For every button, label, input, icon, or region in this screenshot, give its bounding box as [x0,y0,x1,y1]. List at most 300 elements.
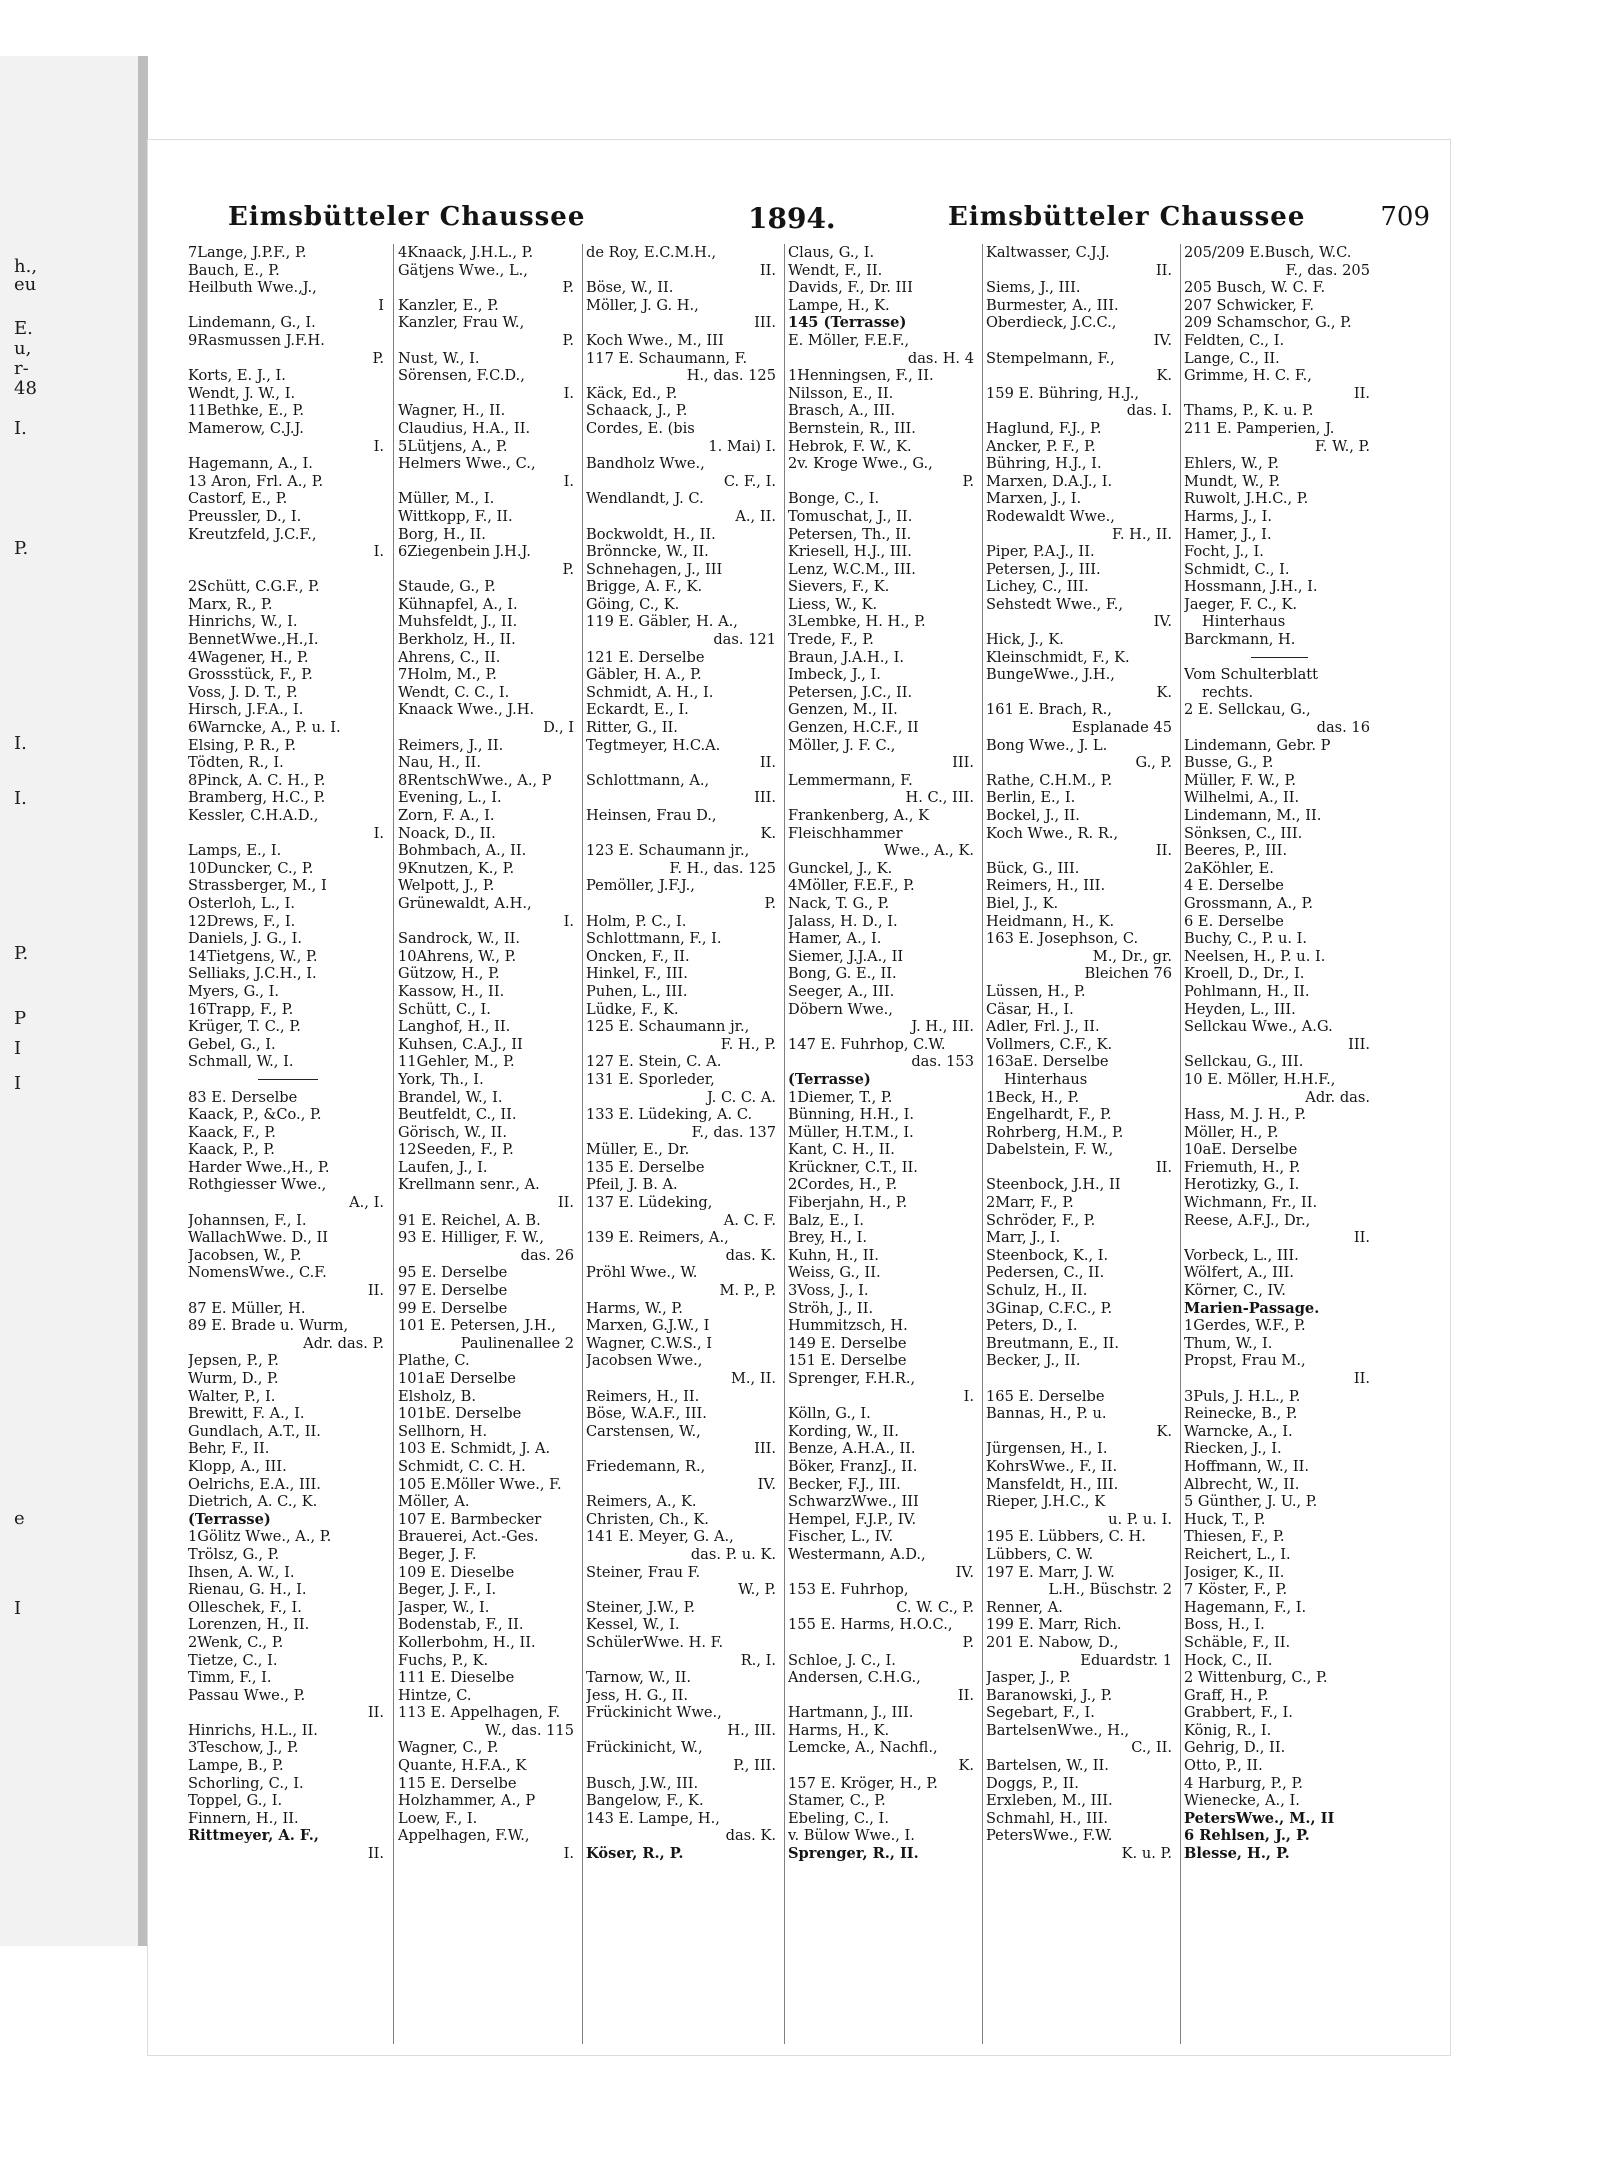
directory-entry: Schorling, C., I. [188,1774,304,1792]
directory-entry: 145 (Terrasse) [788,314,907,332]
directory-entry: Bannas, H., P. u. [986,1405,1107,1423]
directory-entry: Ritter, G., II. [586,719,678,737]
directory-entry: Hummitzsch, H. [788,1317,908,1335]
entry-continuation: H., das. 125 [686,367,776,385]
left-page-text-fragment: P. [14,943,29,964]
entry-continuation: A., II. [735,507,776,525]
directory-entry: Myers, G., I. [188,982,280,1000]
directory-entry: Jess, H. G., II. [586,1686,688,1704]
directory-entry: Tomuschat, J., II. [788,507,913,525]
directory-entry: Schmidt, C. C. H. [398,1457,526,1475]
directory-entry: Ancker, P. F., P. [986,437,1096,455]
directory-entry: 5 Günther, J. U., P. [1184,1493,1318,1511]
entry-continuation: III. [952,754,974,772]
directory-entry: Becker, F.J., III. [788,1475,901,1493]
directory-entry: Holm, P. C., I. [586,912,687,930]
entry-continuation: II. [367,1704,384,1722]
left-page-text-fragment: e [14,1508,25,1529]
directory-entry: Müller, M., I. [398,490,495,508]
directory-entry: Hamer, A., I. [788,930,882,948]
directory-entry: Renner, A. [986,1598,1063,1616]
directory-entry: 10Ahrens, W., P. [398,947,517,965]
directory-entry: (Terrasse) [188,1510,271,1528]
directory-entry: 211 E. Pamperien, J. [1184,419,1335,437]
entry-continuation: das. K. [725,1246,776,1264]
entry-continuation: I. [563,912,574,930]
entry-continuation: C., II. [1131,1739,1172,1757]
entry-continuation: das. 16 [1316,719,1370,737]
directory-entry: Klopp, A., III. [188,1457,287,1475]
directory-entry: Schmidt, A. H., I. [586,683,714,701]
directory-entry: Jacobsen, W., P. [188,1246,302,1264]
directory-entry: Kaack, P., &Co., P. [188,1106,322,1124]
directory-entry: Barckmann, H. [1184,631,1296,649]
directory-entry: PetersWwe., M., II [1184,1809,1335,1827]
directory-entry: 137 E. Lüdeking, [586,1194,713,1212]
left-page-fragment [0,56,140,1946]
directory-entry: 163aE. Derselbe [986,1053,1109,1071]
entry-continuation: das. 121 [713,631,776,649]
section-rule [1184,649,1374,667]
directory-entry: 119 E. Gäbler, H. A., [586,613,738,631]
directory-entry: Daniels, J. G., I. [188,930,302,948]
directory-entry: Elsholz, B. [398,1387,476,1405]
directory-entry: König, R., I. [1184,1721,1272,1739]
directory-entry: Ahrens, C., II. [398,648,501,666]
directory-entry: Pfeil, J. B. A. [586,1176,678,1194]
directory-entry: Gunckel, J., K. [788,859,893,877]
directory-entry: Busch, J.W., III. [586,1774,699,1792]
directory-entry: Blesse, H., P. [1184,1845,1290,1863]
entry-continuation: W., das. 115 [484,1721,574,1739]
directory-entry: Langhof, H., II. [398,1018,511,1036]
directory-entry: Lindemann, G., I. [188,314,316,332]
column-1 [188,244,388,2044]
directory-entry: Schaack, J., P. [586,402,688,420]
directory-entry: 11Bethke, E., P. [188,402,305,420]
directory-entry: Rodewaldt Wwe., [986,507,1115,525]
directory-entry: Genzen, M., II. [788,701,898,719]
directory-entry: Balz, E., I. [788,1211,865,1229]
directory-entry: Mansfeldt, H., III. [986,1475,1119,1493]
directory-entry: Engelhardt, F., P. [986,1106,1112,1124]
directory-entry: 153 E. Fuhrhop, [788,1581,909,1599]
entry-continuation: das. P. u. K. [690,1545,776,1563]
entry-continuation: F. H., P. [720,1035,776,1053]
directory-entry: Imbeck, J., I. [788,666,881,684]
directory-entry: Bonge, C., I. [788,490,880,508]
directory-entry: KohrsWwe., F., II. [986,1457,1118,1475]
directory-entry: Bauch, E., P. [188,261,280,279]
directory-entry: Nilsson, E., II. [788,384,894,402]
directory-entry: Jürgensen, H., I. [986,1440,1108,1458]
directory-entry: Koch Wwe., R. R., [986,824,1119,842]
directory-entry: Oncken, F., II. [586,947,690,965]
entry-continuation: K. [1156,683,1172,701]
entry-continuation: II. [1353,1370,1370,1387]
directory-entry: Hock, C., II. [1184,1651,1273,1669]
directory-entry: Wendt, C. C., I. [398,683,510,701]
directory-entry: Beger, J. F., I. [398,1581,497,1599]
directory-entry: Braun, J.A.H., I. [788,648,905,666]
directory-entry: Kanzler, E., P. [398,296,499,314]
directory-entry: 141 E. Meyer, G. A., [586,1528,734,1546]
entry-continuation: Adr. das. P. [303,1334,384,1352]
entry-continuation: K. [760,824,776,842]
directory-entry: Bramberg, H.C., P. [188,789,326,807]
directory-entry: Kassow, H., II. [398,982,505,1000]
directory-entry: Reimers, H., III. [986,877,1106,895]
directory-entry: Claus, G., I. [788,244,875,261]
directory-entry: Hintze, C. [398,1686,472,1704]
directory-entry: 197 E. Marr, J. W. [986,1563,1115,1581]
directory-entry: Schlottmann, F., I. [586,930,722,948]
directory-entry: 133 E. Lüdeking, A. C. [586,1106,753,1124]
column-2 [398,244,578,2044]
directory-entry: Westermann, A.D., [788,1545,926,1563]
directory-entry: Weiss, G., II. [788,1264,881,1282]
directory-entry: 113 E. Appelhagen, F. [398,1704,561,1722]
directory-entry: Berkholz, H., II. [398,631,516,649]
directory-entry: WallachWwe. D., II [188,1229,329,1247]
directory-entry: Busse, G., P. [1184,754,1274,772]
directory-entry: Marien-Passage. [1184,1299,1320,1317]
directory-entry: Kording, W., II. [788,1422,899,1440]
entry-continuation: III. [1348,1035,1370,1053]
directory-entry: Gehrig, D., II. [1184,1739,1286,1757]
directory-entry: Stempelmann, F., [986,349,1115,367]
directory-entry: 2Cordes, H., P. [788,1176,898,1194]
entry-continuation: K. u. P. [1121,1845,1172,1863]
directory-entry: Burmester, A., III. [986,296,1119,314]
entry-continuation: IV. [757,1475,776,1493]
directory-entry: Böse, W., II. [586,279,674,297]
directory-entry: Körner, C., IV. [1184,1282,1286,1300]
directory-entry: 143 E. Lampe, H., [586,1809,720,1827]
directory-entry: Kleinschmidt, F., K. [986,648,1130,666]
directory-entry: Gützow, H., P. [398,965,500,983]
directory-entry: Rittmeyer, A. F., [188,1827,319,1845]
directory-entry: Hartmann, J., III. [788,1704,914,1722]
directory-entry: Tarnow, W., II. [586,1669,692,1687]
entry-continuation: Esplanade 45 [1071,719,1172,737]
directory-entry: Friemuth, H., P. [1184,1158,1301,1176]
directory-entry: Doggs, P., II. [986,1774,1079,1792]
directory-entry: 101aE Derselbe [398,1370,516,1387]
directory-entry: Riecken, J., I. [1184,1440,1282,1458]
entry-continuation: A., I. [349,1194,384,1212]
directory-entry: Bandholz Wwe., [586,455,705,473]
entry-continuation: IV. [955,1563,974,1581]
directory-entry: Wendt, F., II. [788,261,883,279]
directory-entry: Bangelow, F., K. [586,1792,704,1810]
entry-continuation: IV. [1153,331,1172,349]
directory-entry: Finnern, H., II. [188,1809,299,1827]
directory-entry: Lampe, H., K. [788,296,890,314]
directory-entry: Nau, H., II. [398,754,481,772]
entry-continuation: I. [373,824,384,842]
directory-entry: Kreutzfeld, J.C.F., [188,525,317,543]
directory-entry: Pohlmann, H., II. [1184,982,1310,1000]
directory-entry: Sellhorn, H. [398,1422,488,1440]
directory-entry: Möller, J. G. H., [586,296,699,314]
entry-continuation: A. C. F. [723,1211,776,1229]
directory-entry: Evening, L., I. [398,789,502,807]
directory-entry: 9Knutzen, K., P. [398,859,515,877]
left-page-text-fragment: I. [14,418,27,439]
column-divider [982,244,983,2044]
directory-entry: Neelsen, H., P. u. I. [1184,947,1326,965]
directory-entry: Dabelstein, F. W., [986,1141,1114,1159]
directory-entry: Fuchs, P., K. [398,1651,489,1669]
directory-entry: Brauerei, Act.-Ges. [398,1528,539,1546]
directory-entry: 3Teschow, J., P. [188,1739,299,1757]
column-5 [986,244,1176,2044]
directory-entry: 2Wenk, C., P. [188,1633,284,1651]
directory-entry: Müller, F. W., P. [1184,771,1296,789]
directory-entry: Ströh, J., II. [788,1299,874,1317]
left-page-text-fragment: u, [14,338,32,359]
entry-continuation: Eduardstr. 1 [1080,1651,1172,1669]
directory-entry: 83 E. Derselbe [188,1088,298,1106]
directory-entry: 209 Schamschor, G., P. [1184,314,1352,332]
entry-continuation: H. C., III. [905,789,974,807]
directory-entry: Beutfeldt, C., II. [398,1106,517,1124]
left-page-text-fragment: r- [14,358,29,379]
directory-entry: Bernstein, R., III. [788,419,916,437]
directory-entry: Tödten, R., I. [188,754,284,772]
entry-continuation: II. [1155,261,1172,279]
directory-entry: 207 Schwicker, F. [1184,296,1315,314]
directory-entry: Berlin, E., I. [986,789,1076,807]
entry-continuation: J. H., III. [911,1018,974,1036]
directory-entry: Trede, F., P. [788,631,874,649]
directory-entry: Rienau, G. H., I. [188,1581,307,1599]
directory-entry: Möller, A. [398,1493,470,1511]
entry-continuation: IV. [1153,613,1172,631]
directory-entry: 1Diemer, T., P. [788,1088,893,1106]
entry-continuation: P. [562,331,574,349]
directory-entry: Hamer, J., I. [1184,525,1272,543]
directory-entry: 2aKöhler, E. [1184,859,1274,877]
directory-entry: Marxen, G.J.W., I [586,1317,710,1335]
entry-continuation: II. [759,261,776,279]
entry-continuation: F. H., das. 125 [669,859,776,877]
directory-entry: Ihsen, A. W., I. [188,1563,295,1581]
directory-entry: Vollmers, C.F., K. [986,1035,1113,1053]
entry-continuation: II. [1353,1229,1370,1247]
directory-entry: Kanzler, Frau W., [398,314,525,332]
directory-entry: Harms, W., P. [586,1299,683,1317]
directory-entry: 16Trapp, F., P. [188,1000,294,1018]
left-page-text-fragment: E. [14,318,33,339]
directory-entry: Wurm, D., P. [188,1370,279,1387]
directory-entry: Preussler, D., I. [188,507,302,525]
directory-entry: Gebel, G., I. [188,1035,276,1053]
entry-continuation: 1. Mai) I. [708,437,776,455]
directory-entry: Thum, W., I. [1184,1334,1273,1352]
directory-entry: Steiner, Frau F. [586,1563,701,1581]
directory-entry: Schmidt, C., I. [1184,560,1290,578]
directory-entry: Kaltwasser, C.J.J. [986,244,1110,261]
directory-entry: Claudius, H.A., II. [398,419,531,437]
directory-entry: Müller, H.T.M., I. [788,1123,914,1141]
directory-entry: Lamps, E., I. [188,842,282,860]
directory-entry: Schröder, F., P. [986,1211,1096,1229]
page-number: 709 [1380,202,1430,232]
directory-entry: Gätjens Wwe., L., [398,261,528,279]
directory-entry: 4 Harburg, P., P. [1184,1774,1303,1792]
directory-entry: Hinterhaus [1202,613,1286,631]
directory-entry: Frückinicht, W., [586,1739,703,1757]
year-label: 1894. [748,202,836,235]
directory-entry: 4 E. Derselbe [1184,877,1284,895]
directory-entry: Tegtmeyer, H.C.A. [586,736,721,754]
directory-entry: Appelhagen, F.W., [398,1827,530,1845]
entry-continuation: F. W., P. [1315,437,1370,455]
directory-entry: Heidmann, H., K. [986,912,1115,930]
directory-entry: Herotizky, G., I. [1184,1176,1300,1194]
entry-continuation: K. [958,1757,974,1775]
directory-entry: Otto, P., II. [1184,1757,1263,1775]
directory-entry: Wagner, C.W.S., I [586,1334,712,1352]
directory-entry: Wölfert, A., III. [1184,1264,1295,1282]
column-3 [586,244,780,2044]
directory-entry: Vorbeck, L., III. [1184,1246,1299,1264]
directory-entry: Lindemann, M., II. [1184,807,1322,824]
entry-continuation: P. [962,1633,974,1651]
directory-entry: 121 E. Derselbe [586,648,705,666]
directory-entry: 201 E. Nabow, D., [986,1633,1119,1651]
directory-entry: Wichmann, Fr., II. [1184,1194,1318,1212]
directory-entry: Plathe, C. [398,1352,470,1370]
directory-entry: Heilbuth Wwe.,J., [188,279,317,297]
directory-entry: 1Henningsen, F., II. [788,367,934,385]
directory-entry: Lemcke, A., Nachfl., [788,1739,938,1757]
directory-entry: 2 E. Sellckau, G., [1184,701,1311,719]
directory-entry: Schulz, H., II. [986,1282,1088,1300]
directory-entry: 149 E. Derselbe [788,1334,907,1352]
section-rule [188,1071,388,1089]
directory-entry: 159 E. Bühring, H.J., [986,384,1139,402]
directory-entry: Hempel, F.J.P., IV. [788,1510,917,1528]
entry-continuation: I. [373,437,384,455]
directory-entry: Oberdieck, J.C.C., [986,314,1117,332]
directory-entry: Selliaks, J.C.H., I. [188,965,317,983]
entry-continuation: F., das. 205 [1285,261,1370,279]
entry-continuation: C. F., I. [723,472,776,490]
entry-continuation: P. [962,472,974,490]
directory-entry: Zorn, F. A., I. [398,807,495,824]
directory-entry: Bong, G. E., II. [788,965,897,983]
directory-entry: Brönncke, W., II. [586,543,709,561]
directory-entry: Schäble, F., II. [1184,1633,1291,1651]
directory-entry: Beeres, P., III. [1184,842,1288,860]
directory-entry: Sprenger, R., II. [788,1845,919,1863]
directory-entry: Rohrberg, H.M., P. [986,1123,1124,1141]
entry-continuation: J. C. C. A. [706,1088,776,1106]
directory-entry: Marxen, D.A.J., I. [986,472,1113,490]
directory-entry: Heinsen, Frau D., [586,807,717,824]
directory-entry: Rieper, J.H.C., K [986,1493,1106,1511]
directory-entry: Reese, A.F.J., Dr., [1184,1211,1311,1229]
directory-entry: 1Beck, H., P. [986,1088,1080,1106]
directory-entry: Lampe, B., P. [188,1757,284,1775]
directory-entry: 4Wagener, H., P. [188,648,309,666]
directory-entry: Boss, H., I. [1184,1616,1265,1634]
directory-entry: Wagner, C., P. [398,1739,499,1757]
directory-entry: Bünning, H.H., I. [788,1106,915,1124]
directory-entry: Stamer, C., P. [788,1792,886,1810]
directory-entry: Focht, J., I. [1184,543,1264,561]
directory-entry: Steenbock, J.H., II [986,1176,1121,1194]
column-4 [788,244,978,2044]
directory-entry: Rathe, C.H.M., P. [986,771,1113,789]
directory-entry: Loew, F., I. [398,1809,478,1827]
directory-columns [188,244,1450,2044]
directory-entry: Ruwolt, J.H.C., P. [1184,490,1309,508]
directory-entry: Helmers Wwe., C., [398,455,536,473]
directory-entry: SchülerWwe. H. F. [586,1633,724,1651]
directory-entry: Biel, J., K. [986,894,1059,912]
left-page-text-fragment: P [14,1008,27,1029]
directory-entry: Böker, FranzJ., II. [788,1457,918,1475]
directory-entry: Schloe, J. C., I. [788,1651,896,1669]
entry-continuation: das. 153 [911,1053,974,1071]
street-title-right: Eimsbütteler Chaussee [948,202,1306,232]
directory-entry: Lüssen, H., P. [986,982,1086,1000]
directory-entry: Steenbock, K., I. [986,1246,1109,1264]
directory-entry: 101 E. Petersen, J.H., [398,1317,556,1335]
directory-entry: Krellmann senr., A. [398,1176,540,1194]
directory-entry: Brey, H., I. [788,1229,867,1247]
directory-entry: Grünewaldt, A.H., [398,894,532,912]
directory-entry: 205/209 E.Busch, W.C. [1184,244,1352,261]
directory-entry: 1Gerdes, W.F., P. [1184,1317,1306,1335]
directory-entry: 99 E. Derselbe [398,1299,508,1317]
entry-continuation: das. K. [725,1827,776,1845]
directory-entry: 97 E. Derselbe [398,1282,508,1300]
directory-entry: Harder Wwe.,H., P. [188,1158,330,1176]
directory-entry: Segebart, F., I. [986,1704,1095,1722]
directory-entry: BennetWwe.,H.,I. [188,631,319,649]
directory-entry: 151 E. Derselbe [788,1352,907,1370]
directory-entry: Ebeling, C., I. [788,1809,889,1827]
directory-entry: (Terrasse) [788,1070,871,1088]
directory-entry: Mamerow, C.J.J. [188,419,304,437]
directory-entry: 6 Rehlsen, J., P. [1184,1827,1310,1845]
directory-entry: 2Marr, F., P. [986,1194,1074,1212]
left-page-text-fragment: I. [14,788,27,809]
directory-entry: Holzhammer, A., P [398,1792,536,1810]
directory-entry: 8Pinck, A. C. H., P. [188,771,326,789]
directory-entry: BartelsenWwe., H., [986,1721,1130,1739]
directory-entry: 103 E. Schmidt, J. A. [398,1440,551,1458]
entry-continuation: L.H., Büschstr. 2 [1048,1581,1172,1599]
directory-entry: Brigge, A. F., K. [586,578,703,596]
directory-entry: Fiberjahn, H., P. [788,1194,908,1212]
directory-entry: Reimers, J., II. [398,736,504,754]
directory-entry: Thiesen, F., P. [1184,1528,1285,1546]
entry-continuation: F. H., II. [1112,525,1172,543]
directory-entry: Petersen, J., III. [986,560,1101,578]
directory-entry: 10 E. Möller, H.H.F., [1184,1070,1336,1088]
directory-entry: 12Seeden, F., P. [398,1141,514,1159]
directory-entry: Wendlandt, J. C. [586,490,704,508]
directory-entry: Ehlers, W., P. [1184,455,1279,473]
left-page-text-fragment: I [14,1038,22,1059]
directory-entry: Reinecke, B., P. [1184,1405,1298,1423]
